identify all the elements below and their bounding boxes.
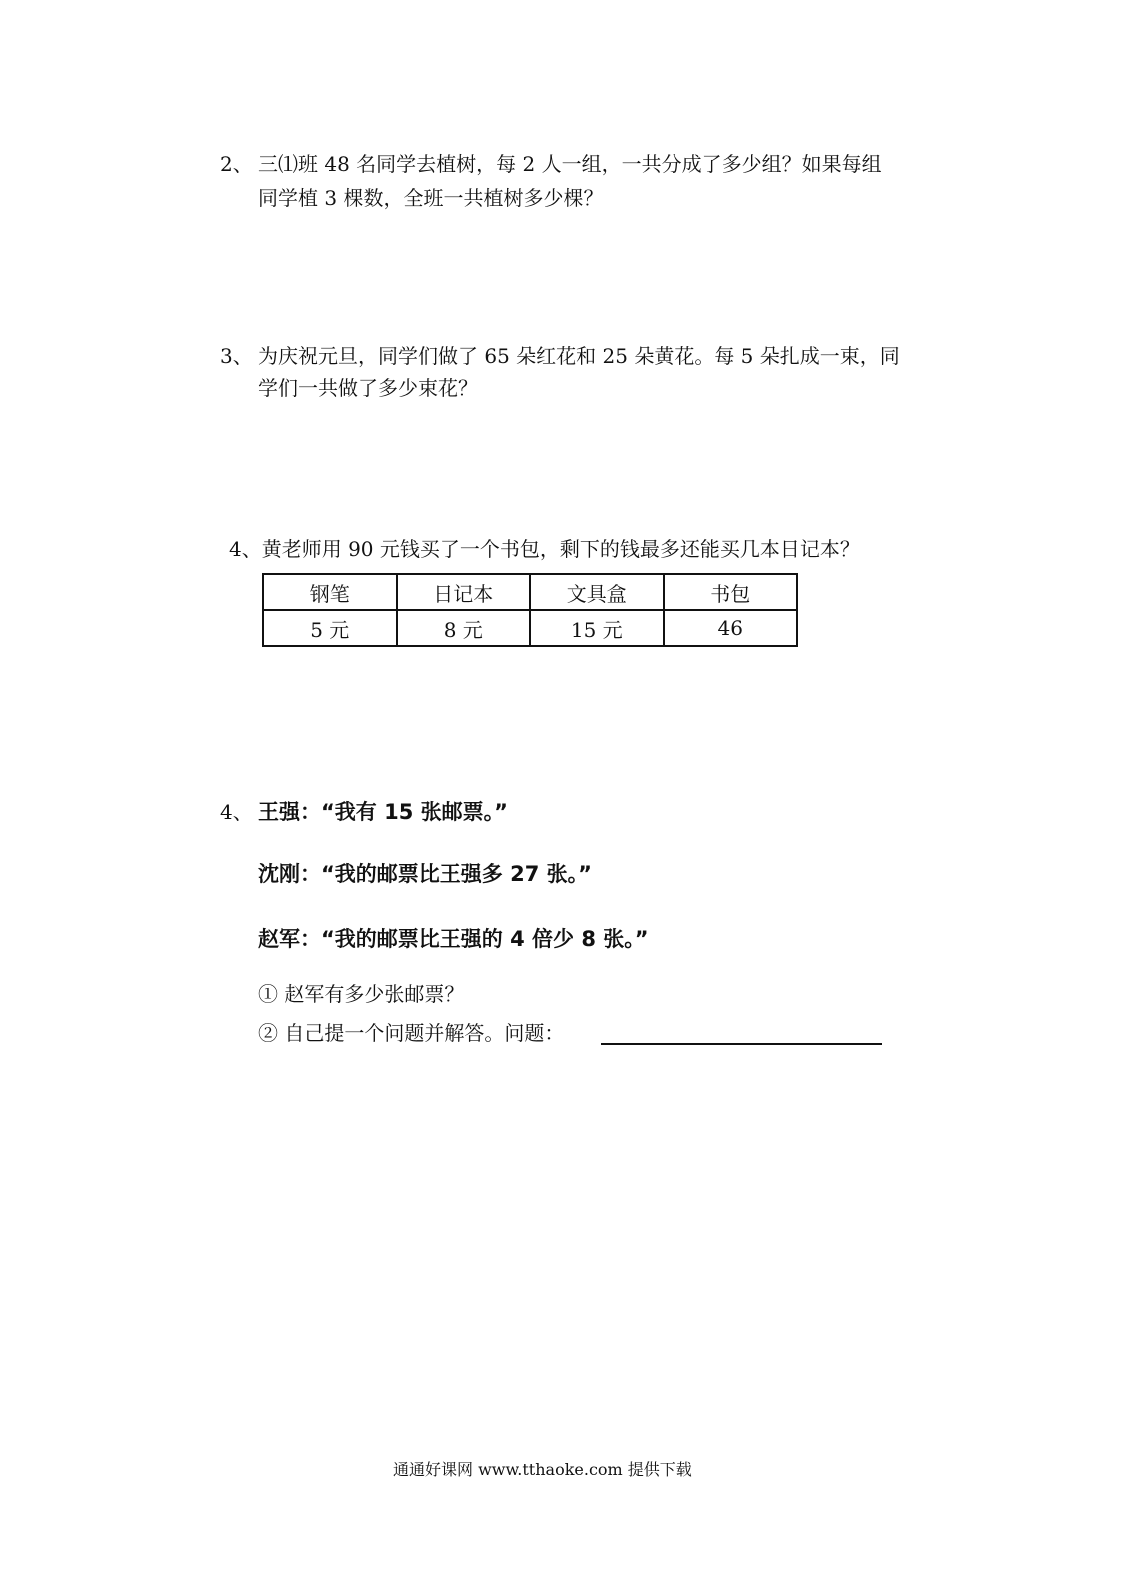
footer-text: 通通好课网 www.tthaoke.com 提供下载 — [393, 1460, 692, 1479]
price-table-price-row — [263, 610, 797, 646]
price-table-header-pencil-box: 文具盒 — [530, 574, 664, 610]
price-table-header-diary: 日记本 — [397, 574, 531, 610]
question-4b-wang-statement: 王强：“我有 15 张邮票。” — [258, 800, 508, 824]
question-4a-text: 4、黄老师用 90 元钱买了一个书包，剩下的钱最多还能买几本日记本？ — [229, 537, 860, 561]
price-table-header-pen: 钢笔 — [263, 574, 397, 610]
question-3-line-1: 为庆祝元旦，同学们做了 65 朵红花和 25 朵黄花。每 5 朵扎成一束，同 — [258, 344, 900, 368]
price-table — [262, 573, 798, 647]
price-table-price-pen: 5 元 — [263, 610, 397, 646]
question-2-number: 2、 — [220, 152, 253, 176]
question-4b-shen-statement: 沈刚：“我的邮票比王强多 27 张。” — [258, 862, 592, 886]
price-table-price-bag: 46 — [664, 610, 798, 646]
question-3-number: 3、 — [220, 344, 253, 368]
price-table-header-row — [263, 574, 797, 610]
price-table-price-diary: 8 元 — [397, 610, 531, 646]
question-4b-number: 4、 — [220, 800, 253, 824]
question-2-line-1: 三⑴班 48 名同学去植树，每 2 人一组，一共分成了多少组？如果每组 — [258, 152, 882, 176]
question-4b-sub-1: ① 赵军有多少张邮票？ — [258, 982, 465, 1006]
question-2-line-2: 同学植 3 棵数，全班一共植树多少棵？ — [258, 186, 604, 210]
price-table-price-pencil-box: 15 元 — [530, 610, 664, 646]
price-table-header-bag: 书包 — [664, 574, 798, 610]
answer-blank-line[interactable] — [601, 1043, 882, 1045]
question-4b-zhao-statement: 赵军：“我的邮票比王强的 4 倍少 8 张。” — [258, 927, 649, 951]
question-4b-sub-2: ② 自己提一个问题并解答。问题： — [258, 1021, 565, 1045]
question-3-line-2: 学们一共做了多少束花？ — [258, 376, 478, 400]
